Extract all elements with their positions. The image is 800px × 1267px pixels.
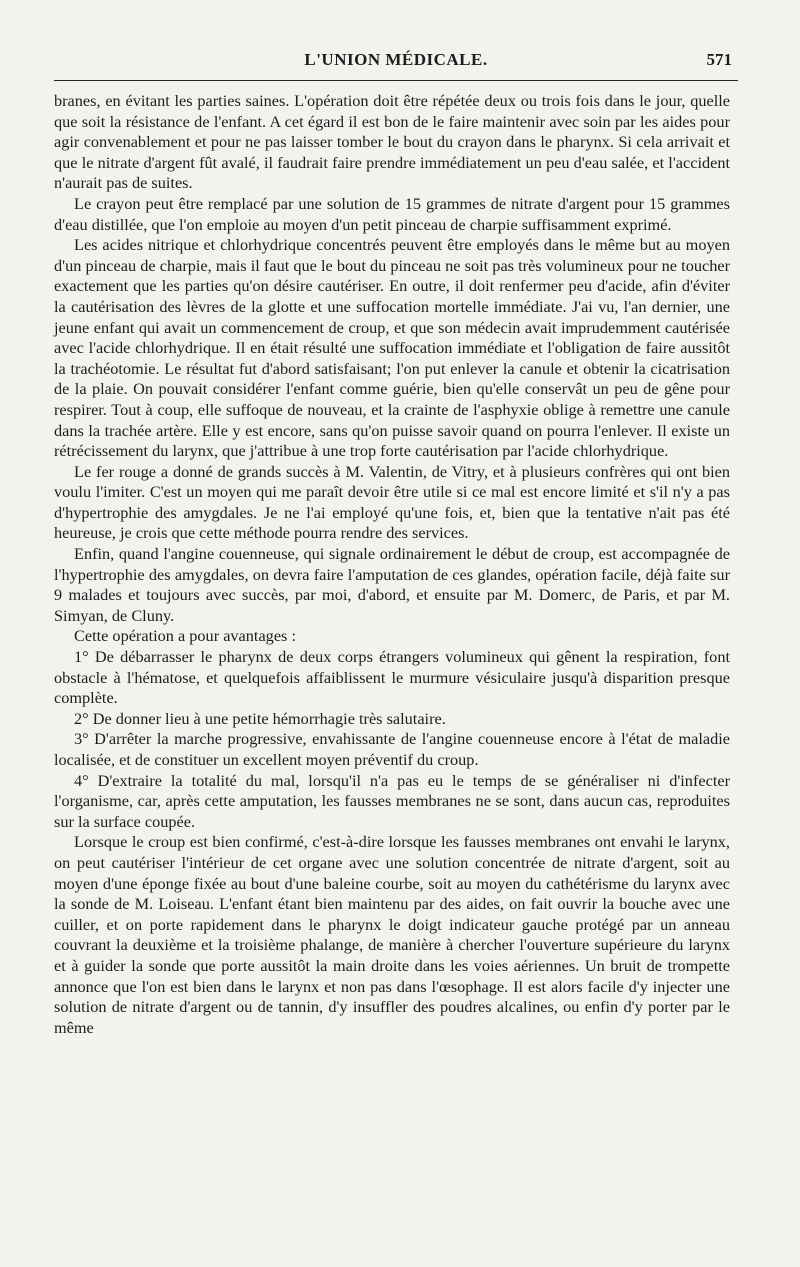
journal-title: L'UNION MÉDICALE. [304,50,488,69]
list-item-4: 4° D'extraire la totalité du mal, lorsqu'il n'a pas eu le temps de se généraliser ni d'infecter l'organisme, car, après cette amputation, les fausses membranes ne se sont, dans aucun cas, reproduites sur la surface coupée. [54,770,730,831]
paragraph-fer-rouge: Le fer rouge a donné de grands succès à M. Valentin, de Vitry, et à plusieurs confrères qui ont bien voulu l'imiter. C'est un moyen qui me paraît devoir être utile si ce mal est encore limité et s'il n'y a pas d'hypertrophie des amygdales. Je ne l'ai employé qu'une fois, et, bien que la tentative n'ait pas été heureuse, je crois que cette méthode pourra rendre des services. [54,461,730,543]
paragraph-acides: Les acides nitrique et chlorhydrique concentrés peuvent être employés dans le même but au moyen d'un pinceau de charpie, mais il faut que le bout du pinceau ne soit pas très volumineux pour ne toucher exactement que les parties qu'on désire cautériser. En outre, il doit renfermer peu d'acide, afin d'éviter la cautérisation des lèvres de la glotte et une suffocation mortelle immédiate. J'ai vu, l'an dernier, une jeune enfant qui avait un commencement de croup, et que son médecin avait imprudemment cautérisée avec l'acide chlorhydrique. Il en était résulté une suffocation immédiate et l'obligation de faire aussitôt la trachéotomie. Le résultat fut d'abord satisfaisant; l'on put enlever la canule et obtenir la cicatrisation de la plaie. On pouvait considérer l'enfant comme guérie, bien qu'elle conservât un peu de gêne pour respirer. Tout à coup, elle suffoque de nouveau, et la crainte de l'asphyxie oblige à remettre une canule dans la trachée artère. Elle y est encore, sans qu'on puisse savoir quand on pourra l'enlever. Il existe un rétrécissement du larynx, que j'attribue à une trop forte cautérisation par l'acide chlorhydrique. [54,235,730,461]
running-header [54,46,738,81]
paragraph-croup-confirme: Lorsque le croup est bien confirmé, c'est-à-dire lorsque les fausses membranes ont envahi le larynx, on peut cautériser l'intérieur de cet organe avec une solution concentrée de nitrate d'argent, soit au moyen d'une éponge fixée au bout d'une baleine courbe, soit au moyen du cathétérisme du larynx avec la sonde de M. Loiseau. L'enfant étant bien maintenu par des aides, on fait ouvrir la bouche avec une cuiller, et on porte rapidement dans le pharynx le doigt indicateur gauche protégé par un anneau couvrant la deuxième et la troisième phalange, de manière à chercher l'ouverture supérieure du larynx et à guider la sonde que porte aussitôt la main droite dans les voies aériennes. Un bruit de trompette annonce que l'on est bien dans le larynx et non pas dans l'œsophage. Il est alors facile d'y injecter une solution de nitrate d'argent ou de tannin, d'y insuffler des poudres alcalines, ou enfin d'y porter par le même [54,832,730,1037]
list-item-2: 2° De donner lieu à une petite hémorrhagie très salutaire. [74,708,446,728]
list-item-3: 3° D'arrêter la marche progressive, envahissante de l'angine couenneuse encore à l'état de maladie localisée, et de constituer un excellent moyen préventif du croup. [54,729,730,769]
list-item-1: 1° De débarrasser le pharynx de deux corps étrangers volumineux qui gênent la respiration, font obstacle à l'hématose, et quelquefois affaiblissent le murmure vésiculaire jusqu'à disparition presque complète. [54,647,730,708]
paragraph-crayon: Le crayon peut être remplacé par une solution de 15 grammes de nitrate d'argent pour 15 grammes d'eau distillée, que l'on emploie au moyen d'un petit pinceau de charpie suffisamment exprimé. [54,193,730,234]
paragraph-amputation: Enfin, quand l'angine couenneuse, qui signale ordinairement le début de croup, est accompagnée de l'hypertrophie des amygdales, on devra faire l'amputation de ces glandes, opération facile, déjà faite sur 9 malades et toujours avec succès, par moi, d'abord, et ensuite par M. Domerc, de Paris, et par M. Simyan, de Cluny. [54,544,730,625]
paragraph-continuation: branes, en évitant les parties saines. L'opération doit être répétée deux ou trois fois dans le jour, quelle que soit la résistance de l'enfant. A cet égard il est bon de le faire maintenir avec soin par les aides pour agir convenablement et pour ne pas laisser tomber le bout du crayon dans le pharynx. Si cela arrivait et que le nitrate d'argent fût avalé, il faudrait faire prendre immédiatement un peu d'eau salée, et l'accident n'aurait pas de suites. [54,91,730,193]
page-number: 571 [706,50,732,69]
paragraph-avantages: Cette opération a pour avantages : [74,626,296,646]
article-body [54,91,730,1038]
